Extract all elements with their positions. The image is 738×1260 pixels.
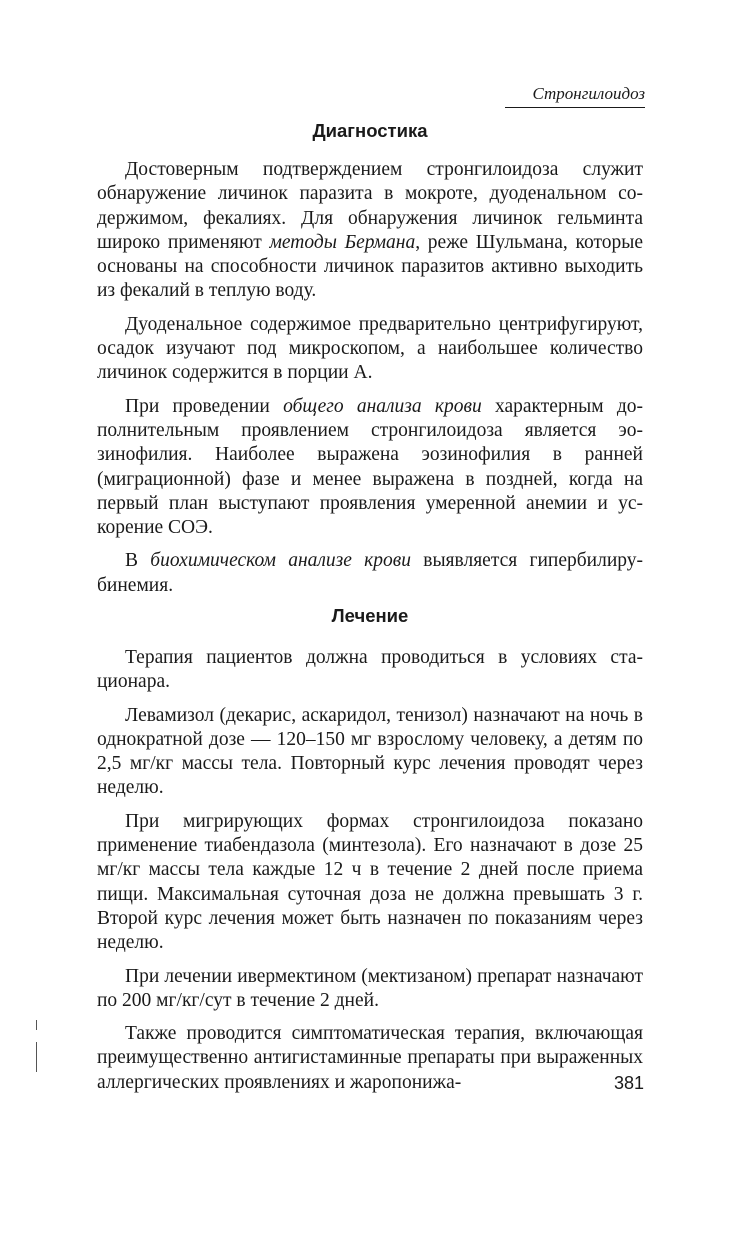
text-run: Терапия пациентов должна проводиться в условиях стационара. — [97, 647, 643, 693]
text-run-italic: биохимическом анализе крови — [150, 550, 411, 572]
paragraph — [97, 965, 643, 1014]
text-run: При мигрирующих формах стронгилоидоза показано применение тиабендазола (минтезола). Его назначают в дозе 25 мг/кг массы тела каждые 12 ч в течение 2 дней после приема пищи. Максимальная суточная доза не должна превышать 3 г. Второй курс лечения может быть назначен по показаниям через неделю. — [97, 810, 643, 954]
text-run: При лечении ивермектином (мектизаном) препарат назначают по 200 мг/кг/сут в течение 2 дней. — [97, 965, 643, 1011]
page-number: 381 — [613, 1073, 644, 1093]
section-heading-diagnostics: Диагностика — [312, 120, 428, 141]
text-run: Достоверным подтверждением стронгилоидоза служит обнаружение личинок паразита в мокроте, дуоденальном содержимом, фекалиях. Для обнаружения личинок гельминта широко применяют — [97, 159, 643, 253]
paragraph — [97, 704, 643, 801]
text-run: характерным дополнительным проявлением стронгилоидоза является эозинофилия. Наиболее выражена эозинофилия в ранней (миграционной) фазе и менее выражена в поздней, когда на первый план выступают проявления умеренной анемии и ускорение СОЭ. — [97, 395, 644, 539]
paragraph — [97, 158, 643, 304]
paragraph — [97, 313, 643, 386]
text-run: , реже Шульмана, которые основаны на способности личинок паразитов активно выходить из фекалий в теплую воду. — [97, 231, 643, 302]
text-run-italic: общего анализа крови — [283, 395, 482, 417]
paragraph — [97, 646, 643, 695]
paragraph — [97, 810, 643, 956]
text-run: Также проводится симптоматическая терапия, включающая преимущественно антигистаминные препараты при выраженных аллергических проявлениях и жаропонижа- — [97, 1023, 643, 1093]
paragraph — [97, 549, 643, 598]
text-run-italic: методы Бермана — [269, 231, 416, 253]
treatment-text — [97, 646, 643, 1104]
section-heading-treatment: Лечение — [331, 605, 409, 626]
text-run: При проведении — [125, 395, 284, 417]
text-run: Левамизол (декарис, аскаридол, тенизол) назначают на ночь в однократной дозе — 120–150 мг взрослому человеку, а детям по 2,5 мг/кг массы тела. Повторный курс лечения проводят через неделю. — [97, 704, 643, 799]
text-run: В — [125, 550, 151, 572]
running-header: Стронгилоидоз — [505, 84, 645, 108]
text-run: выявляется гипербилирубинемия. — [97, 550, 644, 596]
margin-mark — [36, 1042, 37, 1072]
paragraph — [97, 395, 643, 541]
diagnostics-text — [97, 158, 643, 607]
text-run: Дуоденальное содержимое предварительно центрифугируют, осадок изучают под микроскопом, а наибольшее количество личинок содержится в порции А. — [97, 313, 643, 384]
margin-mark — [36, 1020, 37, 1030]
